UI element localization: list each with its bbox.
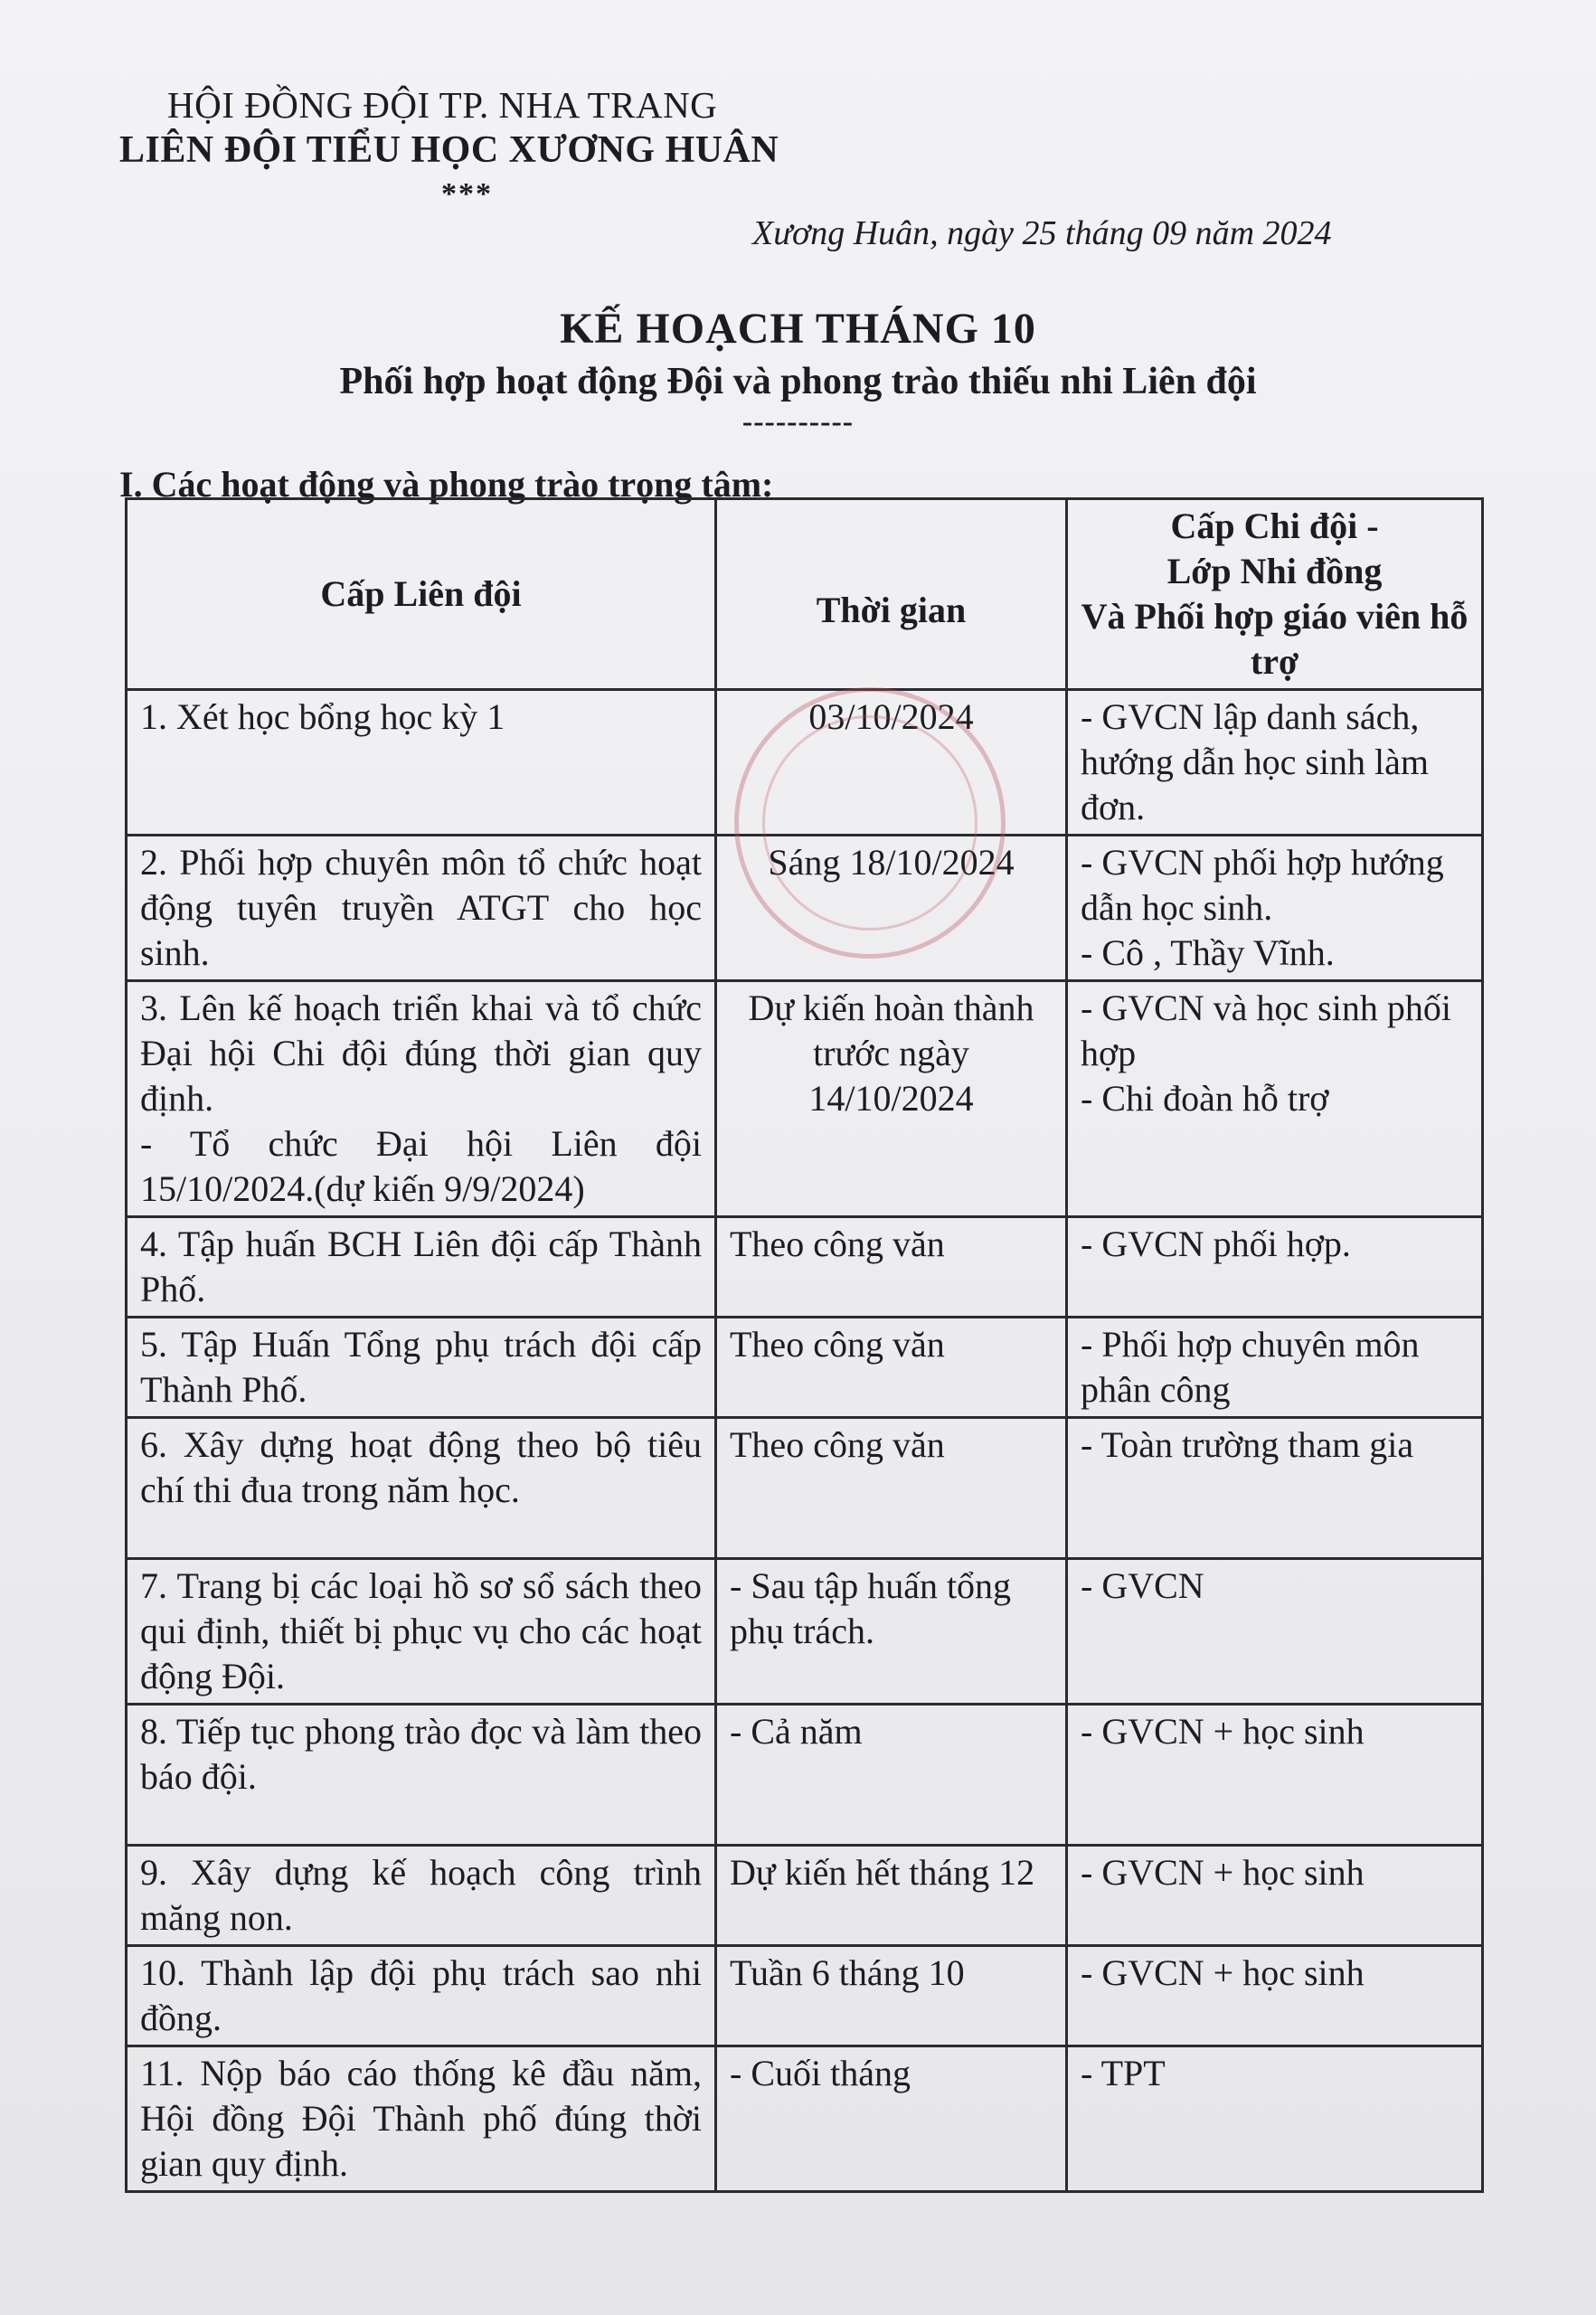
table-row [127, 1559, 1483, 1705]
table-row [127, 690, 1483, 836]
table-row [127, 981, 1483, 1217]
header-cell-branch-level [1067, 499, 1483, 690]
support-cell: - TPT [1067, 2046, 1483, 2192]
section-heading: I. Các hoạt động và phong trào trọng tâm: [119, 464, 774, 505]
table-row [127, 1217, 1483, 1318]
time-cell: 03/10/2024 [716, 690, 1067, 836]
support-cell: - GVCN lập danh sách, hướng dẫn học sinh làm đơn. [1067, 690, 1483, 836]
header-cell-time: Thời gian [716, 499, 1067, 690]
document-subtitle: Phối hợp hoạt động Đội và phong trào thiếu nhi Liên đội [339, 361, 1257, 402]
document-title: KẾ HOẠCH THÁNG 10 [560, 305, 1036, 353]
support-line: - GVCN phối hợp hướng dẫn học sinh. [1081, 842, 1444, 928]
activity-cell: 4. Tập huấn BCH Liên đội cấp Thành Phố. [127, 1217, 716, 1318]
time-cell: Tuần 6 tháng 10 [716, 1946, 1067, 2046]
time-cell: Theo công văn [716, 1418, 1067, 1559]
time-cell: - Sau tập huấn tổng phụ trách. [716, 1559, 1067, 1705]
organization-council: HỘI ĐỒNG ĐỘI TP. NHA TRANG [167, 84, 718, 126]
activity-cell: 1. Xét học bổng học kỳ 1 [127, 690, 716, 836]
header-cell-branch-line1: Cấp Chi đội - [1170, 506, 1379, 546]
time-cell: Theo công văn [716, 1318, 1067, 1418]
activity-line: - Tổ chức Đại hội Liên đội 15/10/2024.(dự kiến 9/9/2024) [140, 1123, 702, 1209]
table-row [127, 836, 1483, 981]
table-header-row [127, 499, 1483, 690]
table-row [127, 1418, 1483, 1559]
time-cell: Theo công văn [716, 1217, 1067, 1318]
activity-cell: 2. Phối hợp chuyên môn tổ chức hoạt động tuyên truyền ATGT cho học sinh. [127, 836, 716, 981]
table-row [127, 1705, 1483, 1846]
organization-school-union: LIÊN ĐỘI TIỂU HỌC XƯƠNG HUÂN [119, 129, 779, 171]
activity-cell: 10. Thành lập đội phụ trách sao nhi đồng. [127, 1946, 716, 2046]
support-cell [1067, 836, 1483, 981]
table-row [127, 1846, 1483, 1946]
support-cell [1067, 981, 1483, 1217]
time-cell: Sáng 18/10/2024 [716, 836, 1067, 981]
time-cell: - Cuối tháng [716, 2046, 1067, 2192]
support-cell: - GVCN + học sinh [1067, 1705, 1483, 1846]
header-cell-branch-line3: Và Phối hợp giáo viên hỗ trợ [1081, 596, 1469, 682]
table-row [127, 2046, 1483, 2192]
support-cell: - GVCN [1067, 1559, 1483, 1705]
support-cell: - GVCN + học sinh [1067, 1946, 1483, 2046]
activity-cell [127, 981, 716, 1217]
place-date-line: Xương Huân, ngày 25 tháng 09 năm 2024 [752, 214, 1332, 252]
header-cell-branch-line2: Lớp Nhi đồng [1166, 551, 1383, 591]
activity-cell: 8. Tiếp tục phong trào đọc và làm theo báo đội. [127, 1705, 716, 1846]
activity-cell: 5. Tập Huấn Tổng phụ trách đội cấp Thành Phố. [127, 1318, 716, 1418]
support-cell: - Phối hợp chuyên môn phân công [1067, 1318, 1483, 1418]
support-cell: - Toàn trường tham gia [1067, 1418, 1483, 1559]
title-divider: ---------- [741, 405, 855, 439]
table-row [127, 1946, 1483, 2046]
table-row [127, 1318, 1483, 1418]
activity-cell: 7. Trang bị các loại hồ sơ sổ sách theo qui định, thiết bị phục vụ cho các hoạt động Đội. [127, 1559, 716, 1705]
header-cell-union-level: Cấp Liên đội [127, 499, 716, 690]
time-cell: - Cả năm [716, 1705, 1067, 1846]
activity-cell: 6. Xây dựng hoạt động theo bộ tiêu chí thi đua trong năm học. [127, 1418, 716, 1559]
activity-cell: 11. Nộp báo cáo thống kê đầu năm, Hội đồng Đội Thành phố đúng thời gian quy định. [127, 2046, 716, 2192]
support-cell: - GVCN + học sinh [1067, 1846, 1483, 1946]
time-cell: Dự kiến hết tháng 12 [716, 1846, 1067, 1946]
header-separator-stars: *** [441, 177, 493, 211]
activity-line: 3. Lên kế hoạch triển khai và tổ chức Đại hội Chi đội đúng thời gian quy định. [140, 987, 702, 1119]
activity-cell: 9. Xây dựng kế hoạch công trình măng non. [127, 1846, 716, 1946]
support-line: - Cô , Thầy Vĩnh. [1081, 932, 1335, 973]
support-line: - GVCN và học sinh phối hợp [1081, 987, 1451, 1073]
support-line: - Chi đoàn hỗ trợ [1081, 1078, 1329, 1119]
time-cell: Dự kiến hoàn thành trước ngày 14/10/2024 [716, 981, 1067, 1217]
activity-plan-table [125, 497, 1484, 2193]
support-cell: - GVCN phối hợp. [1067, 1217, 1483, 1318]
